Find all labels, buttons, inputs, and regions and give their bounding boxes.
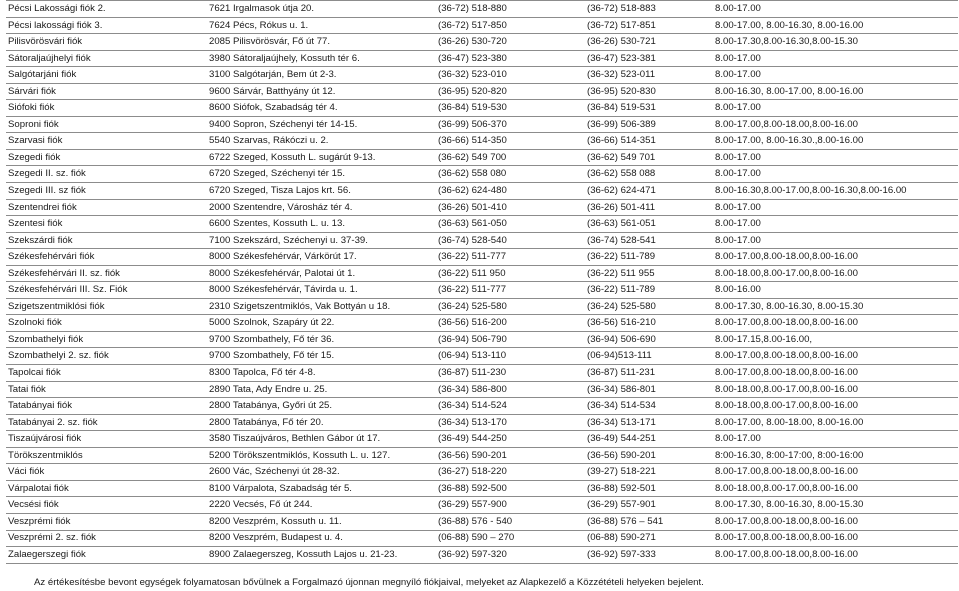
table-row xyxy=(6,497,958,514)
table-row xyxy=(6,50,958,67)
phone-cell: (36-49) 544-250 xyxy=(436,431,585,448)
table-row xyxy=(6,365,958,382)
address-cell: 8000 Székesfehérvár, Várkörút 17. xyxy=(207,249,436,266)
opening-hours-cell: 8:00-16.30, 8:00-17:00, 8:00-16:00 xyxy=(713,447,958,464)
phone-cell: (36-88) 592-500 xyxy=(436,480,585,497)
fax-cell: (36-29) 557-901 xyxy=(585,497,713,514)
opening-hours-cell: 8.00-16.00 xyxy=(713,282,958,299)
table-row xyxy=(6,133,958,150)
fax-cell: (36-49) 544-251 xyxy=(585,431,713,448)
address-cell: 9700 Szombathely, Fő tér 36. xyxy=(207,331,436,348)
branch-name-cell: Soproni fiók xyxy=(6,116,207,133)
address-cell: 3980 Sátoraljaújhely, Kossuth tér 6. xyxy=(207,50,436,67)
phone-cell: (36-56) 516-200 xyxy=(436,315,585,332)
branch-name-cell: Szombathelyi fiók xyxy=(6,331,207,348)
fax-cell: (36-99) 506-389 xyxy=(585,116,713,133)
fax-cell: (36-72) 517-851 xyxy=(585,17,713,34)
fax-cell: (36-22) 511-789 xyxy=(585,249,713,266)
branch-name-cell: Sátoraljaújhelyi fiók xyxy=(6,50,207,67)
address-cell: 8000 Székesfehérvár, Távirda u. 1. xyxy=(207,282,436,299)
branch-name-cell: Veszprémi fiók xyxy=(6,513,207,530)
table-row xyxy=(6,166,958,183)
address-cell: 8200 Veszprém, Kossuth u. 11. xyxy=(207,513,436,530)
fax-cell: (36-72) 518-883 xyxy=(585,1,713,18)
table-row xyxy=(6,199,958,216)
phone-cell: (36-26) 530-720 xyxy=(436,34,585,51)
fax-cell: (06-88) 590-271 xyxy=(585,530,713,547)
phone-cell: (36-22) 511-777 xyxy=(436,282,585,299)
table-row xyxy=(6,398,958,415)
address-cell: 8000 Székesfehérvár, Palotai út 1. xyxy=(207,265,436,282)
table-row xyxy=(6,17,958,34)
opening-hours-cell: 8.00-17.30, 8.00-16.30, 8.00-15.30 xyxy=(713,497,958,514)
address-cell: 6722 Szeged, Kossuth L. sugárút 9-13. xyxy=(207,149,436,166)
phone-cell: (06-94) 513-110 xyxy=(436,348,585,365)
opening-hours-cell: 8.00-17.00 xyxy=(713,100,958,117)
address-cell: 3580 Tiszaújváros, Bethlen Gábor út 17. xyxy=(207,431,436,448)
branch-name-cell: Váci fiók xyxy=(6,464,207,481)
table-row xyxy=(6,513,958,530)
fax-cell: (36-94) 506-690 xyxy=(585,331,713,348)
fax-cell: (36-56) 516-210 xyxy=(585,315,713,332)
opening-hours-cell: 8.00-17.00,8.00-18.00,8.00-16.00 xyxy=(713,315,958,332)
address-cell: 8200 Veszprém, Budapest u. 4. xyxy=(207,530,436,547)
address-cell: 3100 Salgótarján, Bem út 2-3. xyxy=(207,67,436,84)
fax-cell: (36-22) 511-789 xyxy=(585,282,713,299)
phone-cell: (36-24) 525-580 xyxy=(436,298,585,315)
branch-name-cell: Tatabányai fiók xyxy=(6,398,207,415)
table-row xyxy=(6,315,958,332)
opening-hours-cell: 8.00-17.00,8.00-18.00,8.00-16.00 xyxy=(713,116,958,133)
phone-cell: (36-22) 511-777 xyxy=(436,249,585,266)
opening-hours-cell: 8.00-17.00, 8.00-16.30.,8.00-16.00 xyxy=(713,133,958,150)
phone-cell: (36-72) 518-880 xyxy=(436,1,585,18)
phone-cell: (36-95) 520-820 xyxy=(436,83,585,100)
branch-table-body xyxy=(6,1,958,564)
footnote: Az értékesítésbe bevont egységek folyamatosan bővülnek a Forgalmazó újonnan megnyíló fiókjaival, melyeket az Alapkezelő a Közzétételi helyeken bejelent. xyxy=(34,577,704,588)
branch-name-cell: Szolnoki fiók xyxy=(6,315,207,332)
opening-hours-cell: 8.00-17.00 xyxy=(713,199,958,216)
table-row xyxy=(6,83,958,100)
opening-hours-cell: 8.00-17.00 xyxy=(713,1,958,18)
table-row xyxy=(6,116,958,133)
branch-name-cell: Székesfehérvári fiók xyxy=(6,249,207,266)
table-row xyxy=(6,547,958,564)
address-cell: 8900 Zalaegerszeg, Kossuth Lajos u. 21-23. xyxy=(207,547,436,564)
branch-name-cell: Tiszaújvárosi fiók xyxy=(6,431,207,448)
fax-cell: (06-94)513-111 xyxy=(585,348,713,365)
branch-name-cell: Szegedi II. sz. fiók xyxy=(6,166,207,183)
table-row xyxy=(6,414,958,431)
branch-name-cell: Várpalotai fiók xyxy=(6,480,207,497)
address-cell: 2000 Szentendre, Városház tér 4. xyxy=(207,199,436,216)
address-cell: 8100 Várpalota, Szabadság tér 5. xyxy=(207,480,436,497)
address-cell: 2085 Pilisvörösvár, Fő út 77. xyxy=(207,34,436,51)
phone-cell: (36-62) 558 080 xyxy=(436,166,585,183)
branch-table xyxy=(6,0,958,564)
opening-hours-cell: 8.00-18.00,8.00-17.00,8.00-16.00 xyxy=(713,480,958,497)
branch-name-cell: Szegedi fiók xyxy=(6,149,207,166)
opening-hours-cell: 8.00-17.00,8.00-18.00,8.00-16.00 xyxy=(713,547,958,564)
opening-hours-cell: 8.00-17.00 xyxy=(713,216,958,233)
table-row xyxy=(6,149,958,166)
phone-cell: (36-27) 518-220 xyxy=(436,464,585,481)
branch-name-cell: Szentendrei fiók xyxy=(6,199,207,216)
phone-cell: (36-88) 576 - 540 xyxy=(436,513,585,530)
fax-cell: (36-26) 530-721 xyxy=(585,34,713,51)
phone-cell: (36-62) 624-480 xyxy=(436,183,585,200)
address-cell: 5000 Szolnok, Szapáry út 22. xyxy=(207,315,436,332)
address-cell: 2800 Tatabánya, Győri út 25. xyxy=(207,398,436,415)
phone-cell: (36-74) 528-540 xyxy=(436,232,585,249)
opening-hours-cell: 8.00-16.30,8.00-17.00,8.00-16.30,8.00-16.00 xyxy=(713,183,958,200)
fax-cell: (36-84) 519-531 xyxy=(585,100,713,117)
branch-name-cell: Pécsi Lakossági fiók 2. xyxy=(6,1,207,18)
branch-name-cell: Vecsési fiók xyxy=(6,497,207,514)
opening-hours-cell: 8.00-17.00,8.00-18.00,8.00-16.00 xyxy=(713,365,958,382)
fax-cell: (39-27) 518-221 xyxy=(585,464,713,481)
branch-name-cell: Szentesi fiók xyxy=(6,216,207,233)
branch-name-cell: Tapolcai fiók xyxy=(6,365,207,382)
phone-cell: (36-34) 514-524 xyxy=(436,398,585,415)
fax-cell: (36-62) 624-471 xyxy=(585,183,713,200)
address-cell: 2220 Vecsés, Fő út 244. xyxy=(207,497,436,514)
branch-name-cell: Székesfehérvári II. sz. fiók xyxy=(6,265,207,282)
opening-hours-cell: 8.00-17.30, 8.00-16.30, 8.00-15.30 xyxy=(713,298,958,315)
branch-name-cell: Sárvári fiók xyxy=(6,83,207,100)
branch-name-cell: Pécsi lakossági fiók 3. xyxy=(6,17,207,34)
address-cell: 9400 Sopron, Széchenyi tér 14-15. xyxy=(207,116,436,133)
fax-cell: (36-34) 514-534 xyxy=(585,398,713,415)
fax-cell: (36-47) 523-381 xyxy=(585,50,713,67)
opening-hours-cell: 8.00-17.00 xyxy=(713,149,958,166)
branch-name-cell: Tatabányai 2. sz. fiók xyxy=(6,414,207,431)
phone-cell: (06-88) 590 – 270 xyxy=(436,530,585,547)
phone-cell: (36-63) 561-050 xyxy=(436,216,585,233)
opening-hours-cell: 8.00-17.00, 8.00-16.30, 8.00-16.00 xyxy=(713,17,958,34)
opening-hours-cell: 8.00-18.00,8.00-17.00,8.00-16.00 xyxy=(713,265,958,282)
address-cell: 5540 Szarvas, Rákóczi u. 2. xyxy=(207,133,436,150)
fax-cell: (36-66) 514-351 xyxy=(585,133,713,150)
address-cell: 2600 Vác, Széchenyi út 28-32. xyxy=(207,464,436,481)
fax-cell: (36-24) 525-580 xyxy=(585,298,713,315)
opening-hours-cell: 8.00-17.00,8.00-18.00,8.00-16.00 xyxy=(713,513,958,530)
fax-cell: (36-62) 558 088 xyxy=(585,166,713,183)
phone-cell: (36-32) 523-010 xyxy=(436,67,585,84)
opening-hours-cell: 8.00-17.00 xyxy=(713,431,958,448)
table-row xyxy=(6,265,958,282)
fax-cell: (36-56) 590-201 xyxy=(585,447,713,464)
address-cell: 7100 Szekszárd, Széchenyi u. 37-39. xyxy=(207,232,436,249)
phone-cell: (36-66) 514-350 xyxy=(436,133,585,150)
phone-cell: (36-94) 506-790 xyxy=(436,331,585,348)
phone-cell: (36-72) 517-850 xyxy=(436,17,585,34)
fax-cell: (36-34) 586-801 xyxy=(585,381,713,398)
phone-cell: (36-34) 513-170 xyxy=(436,414,585,431)
branch-name-cell: Tatai fiók xyxy=(6,381,207,398)
opening-hours-cell: 8.00-18.00,8.00-17.00,8.00-16.00 xyxy=(713,398,958,415)
address-cell: 2890 Tata, Ady Endre u. 25. xyxy=(207,381,436,398)
opening-hours-cell: 8.00-17.15,8.00-16.00, xyxy=(713,331,958,348)
phone-cell: (36-47) 523-380 xyxy=(436,50,585,67)
branch-name-cell: Zalaegerszegi fiók xyxy=(6,547,207,564)
opening-hours-cell: 8.00-17.00,8.00-18.00,8.00-16.00 xyxy=(713,530,958,547)
branch-name-cell: Szekszárdi fiók xyxy=(6,232,207,249)
phone-cell: (36-87) 511-230 xyxy=(436,365,585,382)
branch-name-cell: Székesfehérvári III. Sz. Fiók xyxy=(6,282,207,299)
table-row xyxy=(6,480,958,497)
opening-hours-cell: 8.00-17.00,8.00-18.00,8.00-16.00 xyxy=(713,249,958,266)
table-row xyxy=(6,447,958,464)
fax-cell: (36-62) 549 701 xyxy=(585,149,713,166)
table-row xyxy=(6,249,958,266)
branch-name-cell: Szegedi III. sz fiók xyxy=(6,183,207,200)
table-row xyxy=(6,298,958,315)
phone-cell: (36-99) 506-370 xyxy=(436,116,585,133)
opening-hours-cell: 8.00-17.30,8.00-16.30,8.00-15.30 xyxy=(713,34,958,51)
table-row xyxy=(6,34,958,51)
table-row xyxy=(6,232,958,249)
branch-name-cell: Veszprémi 2. sz. fiók xyxy=(6,530,207,547)
branch-name-cell: Törökszentmiklós xyxy=(6,447,207,464)
opening-hours-cell: 8.00-17.00, 8.00-18.00, 8.00-16.00 xyxy=(713,414,958,431)
phone-cell: (36-84) 519-530 xyxy=(436,100,585,117)
phone-cell: (36-56) 590-201 xyxy=(436,447,585,464)
table-row xyxy=(6,381,958,398)
table-row xyxy=(6,100,958,117)
address-cell: 8300 Tapolca, Fő tér 4-8. xyxy=(207,365,436,382)
opening-hours-cell: 8.00-17.00 xyxy=(713,232,958,249)
branch-name-cell: Pilisvörösvári fiók xyxy=(6,34,207,51)
phone-cell: (36-22) 511 950 xyxy=(436,265,585,282)
opening-hours-cell: 8.00-17.00 xyxy=(713,50,958,67)
address-cell: 9700 Szombathely, Fő tér 15. xyxy=(207,348,436,365)
branch-name-cell: Szigetszentmiklósi fiók xyxy=(6,298,207,315)
fax-cell: (36-32) 523-011 xyxy=(585,67,713,84)
table-row xyxy=(6,216,958,233)
fax-cell: (36-34) 513-171 xyxy=(585,414,713,431)
table-row xyxy=(6,348,958,365)
phone-cell: (36-29) 557-900 xyxy=(436,497,585,514)
fax-cell: (36-87) 511-231 xyxy=(585,365,713,382)
address-cell: 6600 Szentes, Kossuth L. u. 13. xyxy=(207,216,436,233)
table-row xyxy=(6,464,958,481)
address-cell: 2310 Szigetszentmiklós, Vak Bottyán u 18. xyxy=(207,298,436,315)
table-row xyxy=(6,183,958,200)
opening-hours-cell: 8.00-18.00,8.00-17.00,8.00-16.00 xyxy=(713,381,958,398)
address-cell: 8600 Siófok, Szabadság tér 4. xyxy=(207,100,436,117)
table-row xyxy=(6,331,958,348)
phone-cell: (36-62) 549 700 xyxy=(436,149,585,166)
phone-cell: (36-92) 597-320 xyxy=(436,547,585,564)
fax-cell: (36-88) 576 – 541 xyxy=(585,513,713,530)
address-cell: 2800 Tatabánya, Fő tér 20. xyxy=(207,414,436,431)
address-cell: 7621 Irgalmasok útja 20. xyxy=(207,1,436,18)
fax-cell: (36-95) 520-830 xyxy=(585,83,713,100)
opening-hours-cell: 8.00-17.00 xyxy=(713,166,958,183)
branch-name-cell: Szarvasi fiók xyxy=(6,133,207,150)
fax-cell: (36-74) 528-541 xyxy=(585,232,713,249)
fax-cell: (36-63) 561-051 xyxy=(585,216,713,233)
address-cell: 5200 Törökszentmiklós, Kossuth L. u. 127. xyxy=(207,447,436,464)
phone-cell: (36-34) 586-800 xyxy=(436,381,585,398)
table-row xyxy=(6,431,958,448)
table-row xyxy=(6,282,958,299)
table-row xyxy=(6,1,958,18)
table-row xyxy=(6,67,958,84)
fax-cell: (36-22) 511 955 xyxy=(585,265,713,282)
branch-name-cell: Szombathelyi 2. sz. fiók xyxy=(6,348,207,365)
phone-cell: (36-26) 501-410 xyxy=(436,199,585,216)
fax-cell: (36-88) 592-501 xyxy=(585,480,713,497)
address-cell: 6720 Szeged, Széchenyi tér 15. xyxy=(207,166,436,183)
opening-hours-cell: 8.00-17.00,8.00-18.00,8.00-16.00 xyxy=(713,464,958,481)
opening-hours-cell: 8.00-16.30, 8.00-17.00, 8.00-16.00 xyxy=(713,83,958,100)
address-cell: 7624 Pécs, Rókus u. 1. xyxy=(207,17,436,34)
opening-hours-cell: 8.00-17.00 xyxy=(713,67,958,84)
table-row xyxy=(6,530,958,547)
opening-hours-cell: 8.00-17.00,8.00-18.00,8.00-16.00 xyxy=(713,348,958,365)
branch-name-cell: Siófoki fiók xyxy=(6,100,207,117)
branch-name-cell: Salgótarjáni fiók xyxy=(6,67,207,84)
address-cell: 6720 Szeged, Tisza Lajos krt. 56. xyxy=(207,183,436,200)
fax-cell: (36-92) 597-333 xyxy=(585,547,713,564)
address-cell: 9600 Sárvár, Batthyány út 12. xyxy=(207,83,436,100)
fax-cell: (36-26) 501-411 xyxy=(585,199,713,216)
